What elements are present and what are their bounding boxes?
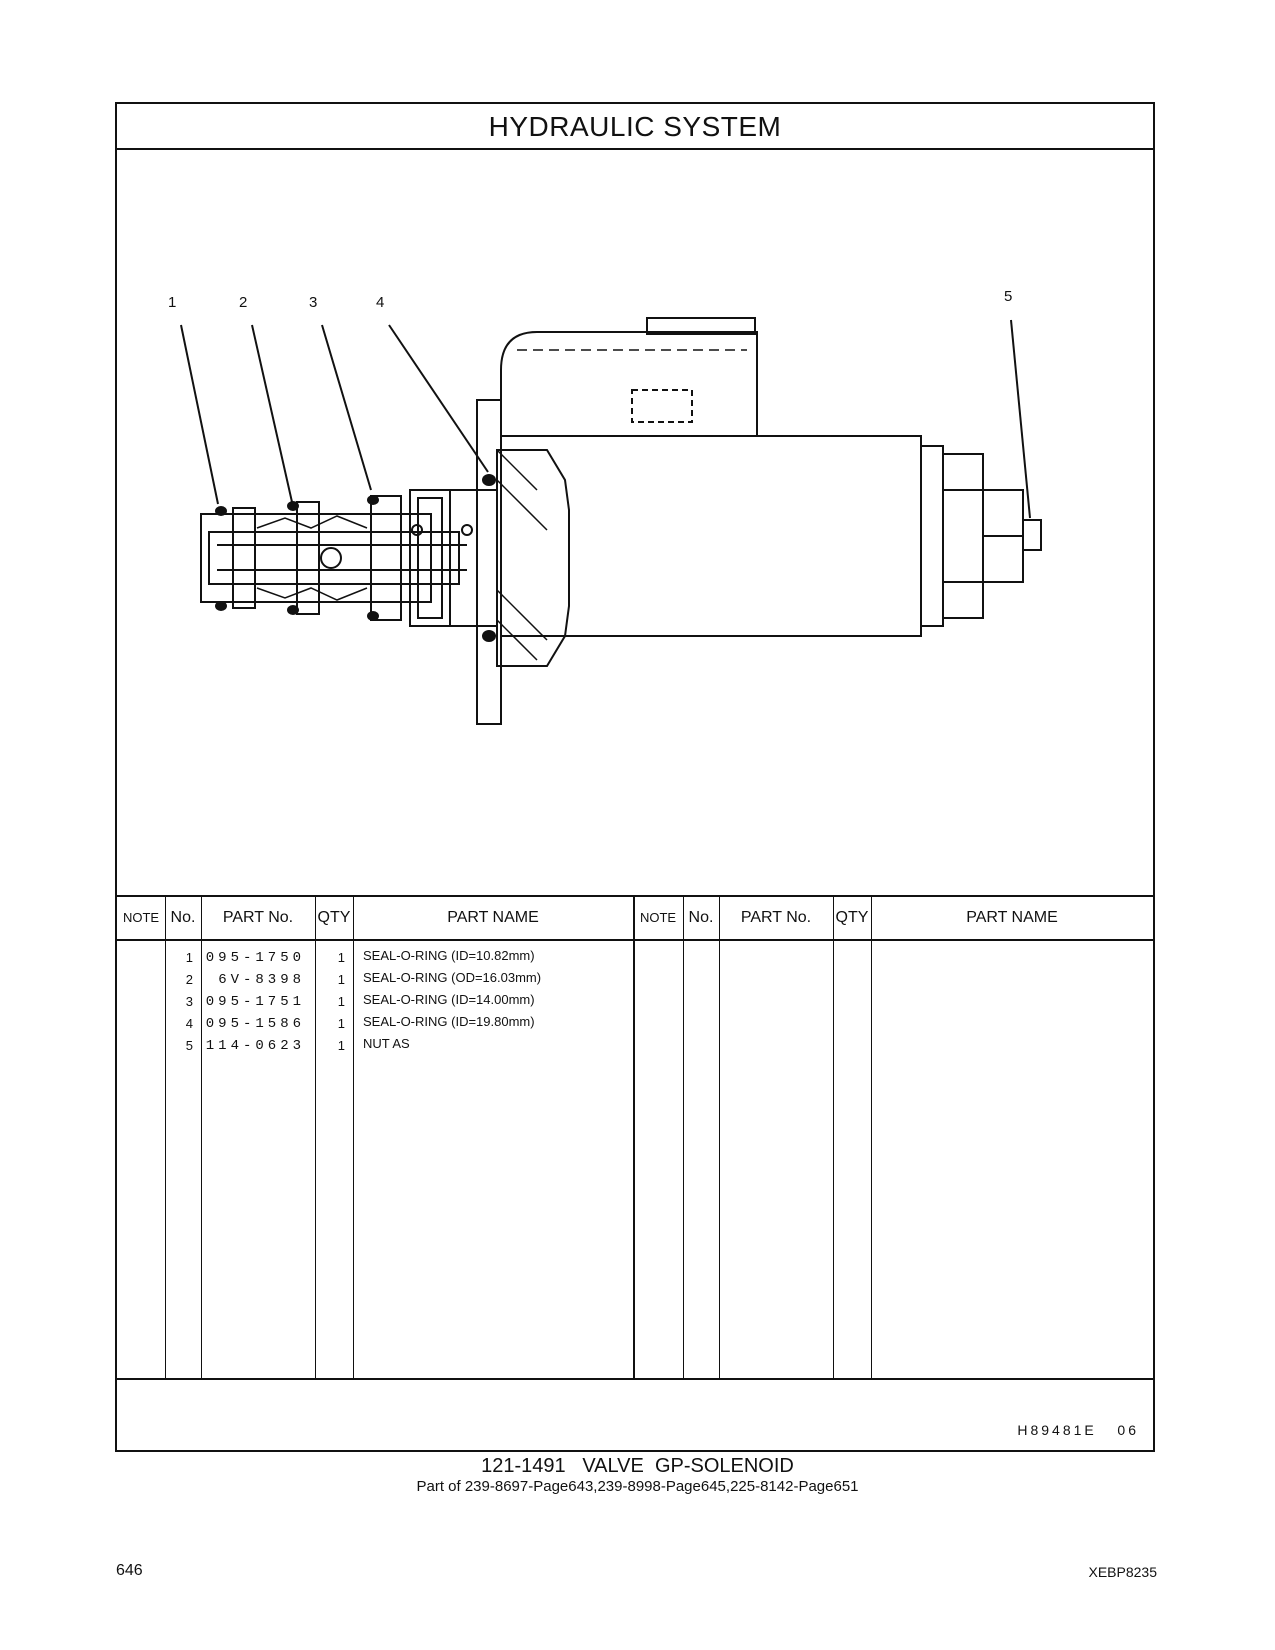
callout-5: 5 [1004, 288, 1013, 305]
drawing-footer [117, 1378, 1153, 1452]
row-3-no: 3 [185, 994, 193, 1009]
header-no: No. [170, 909, 196, 926]
callout-4: 4 [376, 294, 385, 311]
row-3-part-no: 095-1751 [205, 994, 305, 1010]
parts-table-header [117, 897, 1153, 941]
column-divider [833, 897, 834, 1378]
document-id: XEBP8235 [1088, 1564, 1157, 1580]
header-part-no: PART No. [222, 909, 294, 926]
column-divider [719, 897, 720, 1378]
row-1-no: 1 [185, 950, 193, 965]
column-divider-center [633, 897, 635, 1378]
callout-1: 1 [168, 294, 177, 311]
row-2-no: 2 [185, 972, 193, 987]
assembly-title: 121-1491 VALVE GP-SOLENOID [481, 1455, 794, 1477]
solenoid-body [501, 436, 943, 636]
solenoid-valve-illustration [117, 150, 1153, 895]
row-1-part-name: SEAL-O-RING (ID=10.82mm) [363, 948, 535, 963]
row-1-qty: 1 [337, 950, 345, 965]
column-divider [683, 897, 684, 1378]
solenoid-valve-drawing [117, 150, 1153, 895]
parts-table [117, 895, 1153, 1378]
row-5-qty: 1 [337, 1038, 345, 1053]
row-2-qty: 1 [337, 972, 345, 987]
assembly-subtitle: Part of 239-8697-Page643,239-8998-Page645,225-8142-Page651 [416, 1478, 859, 1495]
section-title: HYDRAULIC SYSTEM [117, 104, 1153, 150]
parts-page-frame [115, 102, 1155, 1452]
drawing-code: H89481E 06 [1017, 1422, 1139, 1438]
leader-line-2 [252, 325, 292, 502]
header-part-no-2: PART No. [740, 909, 812, 926]
header-part-name-2: PART NAME [966, 909, 1058, 926]
leader-line-5 [1011, 320, 1030, 518]
leader-line-3 [322, 325, 371, 490]
row-5-part-name: NUT AS [363, 1036, 410, 1051]
row-4-part-name: SEAL-O-RING (ID=19.80mm) [363, 1014, 535, 1029]
row-5-no: 5 [185, 1038, 193, 1053]
column-divider [871, 897, 872, 1378]
row-4-qty: 1 [337, 1016, 345, 1031]
row-2-part-no: 6V-8398 [218, 972, 305, 988]
o-rings [215, 474, 496, 642]
electrical-connector [501, 318, 757, 436]
header-part-name: PART NAME [447, 909, 539, 926]
valve-spool [201, 496, 472, 620]
row-1-part-no: 095-1750 [205, 950, 305, 966]
header-qty-2: QTY [835, 909, 869, 926]
header-qty: QTY [317, 909, 351, 926]
row-4-part-no: 095-1586 [205, 1016, 305, 1032]
column-divider [353, 897, 354, 1378]
callout-3: 3 [309, 294, 318, 311]
row-4-no: 4 [185, 1016, 193, 1031]
leader-line-4 [389, 325, 488, 472]
row-2-part-name: SEAL-O-RING (OD=16.03mm) [363, 970, 542, 985]
row-5-part-no: 114-0623 [205, 1038, 305, 1054]
header-note-2: NOTE [639, 910, 677, 925]
header-no-2: No. [688, 909, 714, 926]
leader-line-1 [181, 325, 218, 504]
header-note: NOTE [122, 910, 160, 925]
row-3-qty: 1 [337, 994, 345, 1009]
callout-2: 2 [239, 294, 248, 311]
page-number: 646 [116, 1562, 143, 1579]
row-3-part-name: SEAL-O-RING (ID=14.00mm) [363, 992, 535, 1007]
